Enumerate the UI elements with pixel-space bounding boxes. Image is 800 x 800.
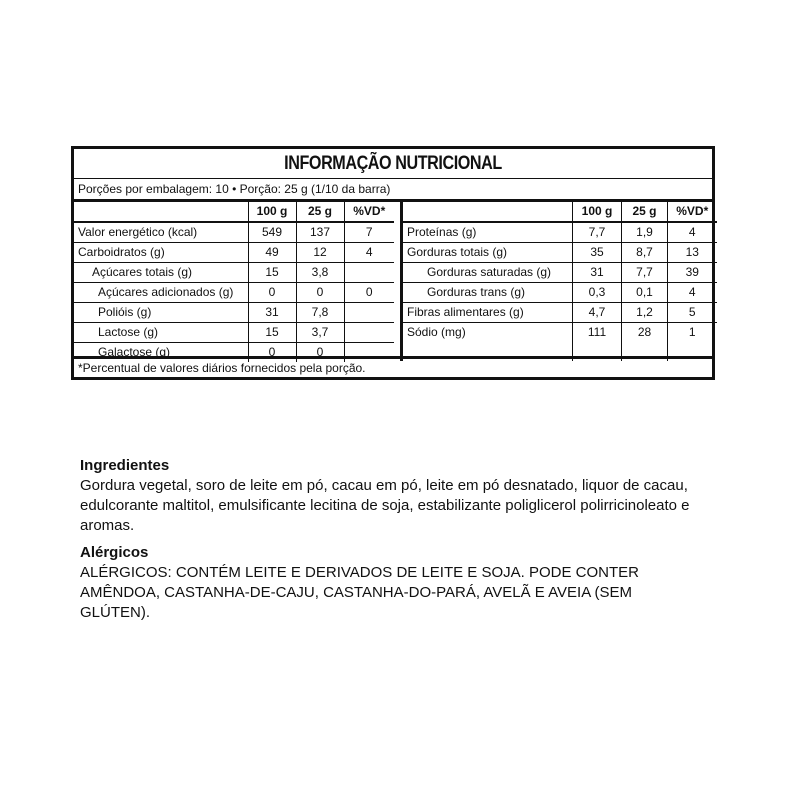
value-25g: 7,7 (622, 263, 668, 283)
nutrition-facts-table (71, 146, 715, 380)
empty-cell (573, 342, 622, 361)
allergens-section (80, 543, 700, 623)
row-label: Carboidratos (g) (78, 245, 165, 259)
value-vd: 5 (668, 303, 717, 323)
row-label: Açúcares adicionados (g) (98, 285, 234, 299)
empty-cell (622, 342, 668, 361)
value-100g: 4,7 (573, 303, 622, 323)
value-100g: 31 (248, 303, 296, 323)
table-header-row (74, 202, 394, 222)
header-25g: 25 g (622, 202, 668, 222)
value-25g: 3,8 (296, 263, 344, 283)
table-row (402, 283, 717, 303)
empty-cell (402, 342, 573, 361)
allergens-heading: Alérgicos (80, 544, 149, 561)
value-25g: 0 (296, 283, 344, 303)
row-label: Galactose (g) (98, 345, 171, 359)
allergens-text: ALÉRGICOS: CONTÉM LEITE E DERIVADOS DE LEITE E SOJA. PODE CONTER AMÊNDOA, CASTANHA-DE-CAJU, CASTANHA-DO-PARÁ, AVELÃ E AVEIA (SEM GLÚTEN). (80, 564, 639, 621)
header-vd: %VD* (668, 202, 717, 222)
row-label: Valor energético (kcal) (78, 225, 198, 239)
value-vd (344, 323, 394, 343)
table-row (402, 303, 717, 323)
value-25g: 28 (622, 323, 668, 343)
value-25g: 8,7 (622, 243, 668, 263)
value-100g: 15 (248, 263, 296, 283)
ingredients-section (80, 456, 700, 536)
table-row (402, 323, 717, 343)
value-vd: 4 (344, 243, 394, 263)
value-100g: 0 (248, 283, 296, 303)
table-row (74, 263, 394, 283)
footnote: *Percentual de valores diários fornecidos pela porção. (78, 361, 366, 375)
value-100g: 7,7 (573, 222, 622, 243)
table-row (74, 283, 394, 303)
value-25g: 0,1 (622, 283, 668, 303)
header-blank (402, 202, 573, 222)
value-100g: 15 (248, 323, 296, 343)
header-100g: 100 g (573, 202, 622, 222)
table-row-empty (402, 342, 717, 361)
ingredients-text: Gordura vegetal, soro de leite em pó, cacau em pó, leite em pó desnatado, liquor de cacau, edulcorante maltitol, emulsificante lecitina de soja, estabilizante poliglicerol polirricinoleato e aromas. (80, 477, 690, 534)
nutrition-tables (74, 202, 712, 359)
value-vd (344, 263, 394, 283)
value-100g: 31 (573, 263, 622, 283)
table-header-row (402, 202, 717, 222)
value-25g: 0 (296, 343, 344, 363)
value-vd: 4 (668, 222, 717, 243)
table-row (74, 343, 394, 363)
portion-info: Porções por embalagem: 10 • Porção: 25 g (1/10 da barra) (74, 178, 712, 202)
header-blank (74, 202, 248, 222)
value-vd: 0 (344, 283, 394, 303)
row-label: Polióis (g) (98, 305, 152, 319)
value-25g: 7,8 (296, 303, 344, 323)
nutrition-right-table (400, 202, 717, 361)
value-vd: 13 (668, 243, 717, 263)
value-25g: 3,7 (296, 323, 344, 343)
value-vd (344, 343, 394, 363)
row-label: Proteínas (g) (402, 222, 573, 243)
table-row (74, 222, 394, 243)
value-100g: 0 (248, 343, 296, 363)
value-vd: 1 (668, 323, 717, 343)
value-25g: 12 (296, 243, 344, 263)
value-25g: 1,2 (622, 303, 668, 323)
row-label: Açúcares totais (g) (92, 265, 193, 279)
table-row (402, 263, 717, 283)
empty-cell (668, 342, 717, 361)
header-100g: 100 g (248, 202, 296, 222)
row-label: Gorduras trans (g) (402, 283, 573, 303)
header-25g: 25 g (296, 202, 344, 222)
value-100g: 549 (248, 222, 296, 243)
ingredients-heading: Ingredientes (80, 457, 170, 474)
row-label: Lactose (g) (98, 325, 159, 339)
value-25g: 137 (296, 222, 344, 243)
table-row (74, 323, 394, 343)
row-label: Fibras alimentares (g) (402, 303, 573, 323)
value-vd (344, 303, 394, 323)
value-vd: 39 (668, 263, 717, 283)
header-vd: %VD* (344, 202, 394, 222)
value-vd: 7 (344, 222, 394, 243)
row-label: Sódio (mg) (402, 323, 573, 343)
value-100g: 49 (248, 243, 296, 263)
table-row (402, 243, 717, 263)
value-vd: 4 (668, 283, 717, 303)
nutrition-title: INFORMAÇÃO NUTRICIONAL (284, 153, 502, 174)
table-row (74, 243, 394, 263)
table-row (402, 222, 717, 243)
row-label: Gorduras saturadas (g) (402, 263, 573, 283)
value-100g: 35 (573, 243, 622, 263)
nutrition-left-table (74, 202, 394, 362)
row-label: Gorduras totais (g) (402, 243, 573, 263)
value-25g: 1,9 (622, 222, 668, 243)
value-100g: 0,3 (573, 283, 622, 303)
table-row (74, 303, 394, 323)
value-100g: 111 (573, 323, 622, 343)
